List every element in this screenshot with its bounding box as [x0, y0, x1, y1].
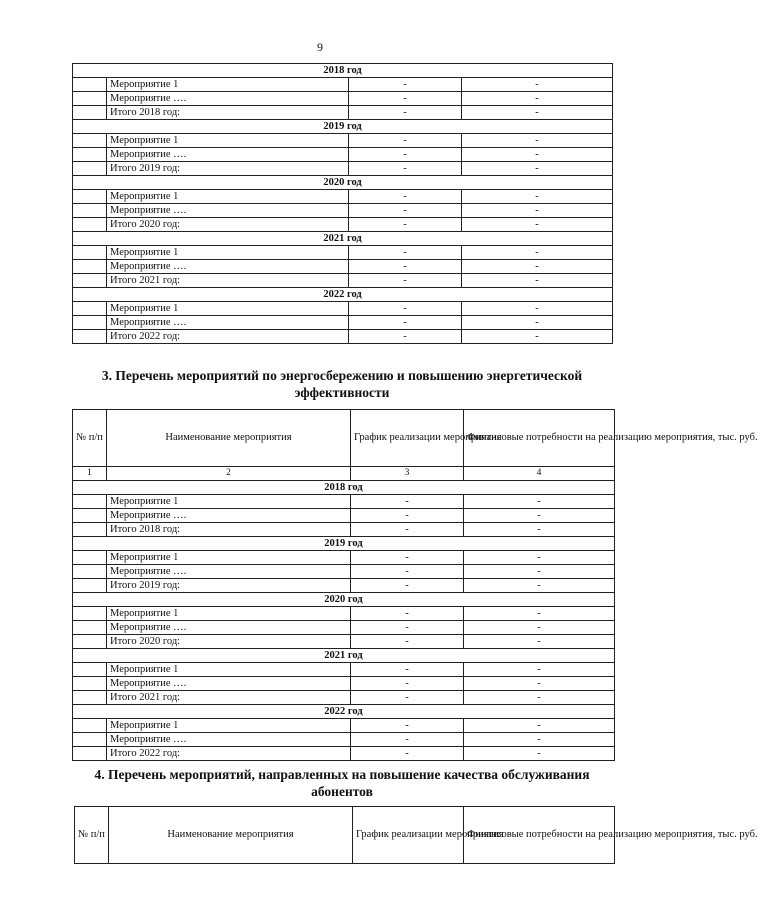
table-row	[73, 621, 615, 635]
schedule-cell: -	[349, 204, 462, 218]
activity-name: Мероприятие ….	[107, 148, 349, 162]
schedule-cell: -	[351, 733, 464, 747]
schedule-cell: -	[349, 274, 462, 288]
row-number-cell	[73, 747, 107, 761]
finance-cell: -	[462, 162, 613, 176]
table-row	[73, 92, 613, 106]
table-row	[73, 607, 615, 621]
finance-cell: -	[464, 523, 615, 537]
table-row	[73, 148, 613, 162]
year-header-row	[73, 120, 613, 134]
total-label: Итого 2022 год:	[107, 330, 349, 344]
year-label: 2018 год	[73, 64, 613, 78]
table-row	[73, 190, 613, 204]
schedule-cell: -	[351, 635, 464, 649]
header-finance: Финансовые потребности на реализацию мероприятия, тыс. руб.	[464, 410, 615, 467]
header-schedule: График реализации мероприятия	[351, 410, 464, 467]
total-label: Итого 2019 год:	[107, 579, 351, 593]
table-row	[73, 204, 613, 218]
table-row	[73, 260, 613, 274]
schedule-cell: -	[351, 579, 464, 593]
table-row	[73, 509, 615, 523]
schedule-cell: -	[351, 523, 464, 537]
table-section-3	[72, 409, 758, 761]
finance-cell: -	[462, 274, 613, 288]
row-number-cell	[73, 148, 107, 162]
total-label: Итого 2018 год:	[107, 106, 349, 120]
schedule-cell: -	[349, 246, 462, 260]
table-section-4	[74, 806, 758, 864]
header-finance: Финансовые потребности на реализацию мероприятия, тыс. руб.	[464, 807, 615, 864]
header-name: Наименование мероприятия	[107, 410, 351, 467]
row-number-cell	[73, 330, 107, 344]
activity-name: Мероприятие 1	[107, 607, 351, 621]
activity-name: Мероприятие ….	[107, 565, 351, 579]
finance-cell: -	[464, 747, 615, 761]
row-number-cell	[73, 691, 107, 705]
year-label: 2021 год	[73, 232, 613, 246]
row-number-cell	[73, 663, 107, 677]
schedule-cell: -	[349, 148, 462, 162]
section-4-title: 4. Перечень мероприятий, направленных на повышение качества обслуживания абонентов	[94, 767, 590, 799]
total-row	[73, 691, 615, 705]
total-label: Итого 2022 год:	[107, 747, 351, 761]
year-label: 2020 год	[73, 176, 613, 190]
schedule-cell: -	[349, 316, 462, 330]
section-3-title: 3. Перечень мероприятий по энергосбережению и повышению энергетической эффективности	[101, 368, 583, 400]
finance-cell: -	[464, 551, 615, 565]
table-row	[73, 302, 613, 316]
finance-cell: -	[464, 691, 615, 705]
row-number-cell	[73, 509, 107, 523]
row-number-cell	[73, 523, 107, 537]
table-row	[73, 134, 613, 148]
year-header-row	[73, 537, 615, 551]
header-num: № п/п	[73, 410, 107, 467]
year-header-row	[73, 288, 613, 302]
finance-cell: -	[464, 621, 615, 635]
finance-cell: -	[462, 78, 613, 92]
activity-name: Мероприятие 1	[107, 78, 349, 92]
row-number-cell	[73, 204, 107, 218]
finance-cell: -	[464, 733, 615, 747]
row-number-cell	[73, 551, 107, 565]
schedule-cell: -	[351, 607, 464, 621]
total-row	[73, 579, 615, 593]
total-row	[73, 523, 615, 537]
year-label: 2019 год	[73, 537, 615, 551]
finance-cell: -	[462, 134, 613, 148]
header-name: Наименование мероприятия	[109, 807, 353, 864]
activity-name: Мероприятие ….	[107, 316, 349, 330]
total-row	[73, 635, 615, 649]
row-number-cell	[73, 218, 107, 232]
row-number-cell	[73, 579, 107, 593]
row-number-cell	[73, 78, 107, 92]
table-row	[73, 551, 615, 565]
finance-cell: -	[462, 148, 613, 162]
total-label: Итого 2021 год:	[107, 691, 351, 705]
finance-cell: -	[464, 509, 615, 523]
finance-cell: -	[462, 106, 613, 120]
year-header-row	[73, 232, 613, 246]
finance-cell: -	[464, 579, 615, 593]
table-row	[73, 495, 615, 509]
finance-cell: -	[464, 565, 615, 579]
total-label: Итого 2021 год:	[107, 274, 349, 288]
table-header-row	[75, 807, 615, 864]
header-num: № п/п	[75, 807, 109, 864]
activity-name: Мероприятие 1	[107, 495, 351, 509]
total-row	[73, 747, 615, 761]
schedule-cell: -	[349, 78, 462, 92]
table-row	[73, 565, 615, 579]
row-number-cell	[73, 495, 107, 509]
schedule-cell: -	[349, 330, 462, 344]
schedule-cell: -	[349, 162, 462, 176]
column-number: 4	[464, 467, 615, 481]
finance-cell: -	[462, 92, 613, 106]
finance-cell: -	[462, 316, 613, 330]
total-label: Итого 2019 год:	[107, 162, 349, 176]
total-row	[73, 162, 613, 176]
row-number-cell	[73, 677, 107, 691]
activity-name: Мероприятие 1	[107, 246, 349, 260]
row-number-cell	[73, 607, 107, 621]
finance-cell: -	[464, 495, 615, 509]
table-row	[73, 719, 615, 733]
activity-name: Мероприятие ….	[107, 509, 351, 523]
row-number-cell	[73, 162, 107, 176]
row-number-cell	[73, 621, 107, 635]
activity-name: Мероприятие ….	[107, 260, 349, 274]
table-row	[73, 733, 615, 747]
total-row	[73, 106, 613, 120]
finance-cell: -	[462, 302, 613, 316]
total-label: Итого 2020 год:	[107, 635, 351, 649]
row-number-cell	[73, 92, 107, 106]
finance-cell: -	[462, 260, 613, 274]
schedule-cell: -	[351, 565, 464, 579]
table-header-row	[73, 410, 615, 467]
year-label: 2020 год	[73, 593, 615, 607]
schedule-cell: -	[351, 663, 464, 677]
schedule-cell: -	[351, 551, 464, 565]
table-section-2-continued	[72, 63, 613, 344]
row-number-cell	[73, 190, 107, 204]
schedule-cell: -	[349, 106, 462, 120]
row-number-cell	[73, 635, 107, 649]
year-label: 2018 год	[73, 481, 615, 495]
activity-name: Мероприятие ….	[107, 92, 349, 106]
activity-name: Мероприятие ….	[107, 204, 349, 218]
finance-cell: -	[464, 719, 615, 733]
column-number-row	[73, 467, 615, 481]
year-label: 2019 год	[73, 120, 613, 134]
activity-name: Мероприятие ….	[107, 621, 351, 635]
activity-name: Мероприятие 1	[107, 134, 349, 148]
finance-cell: -	[464, 607, 615, 621]
table-row	[73, 246, 613, 260]
schedule-cell: -	[351, 621, 464, 635]
year-label: 2021 год	[73, 649, 615, 663]
schedule-cell: -	[349, 260, 462, 274]
activity-name: Мероприятие 1	[107, 719, 351, 733]
row-number-cell	[73, 302, 107, 316]
row-number-cell	[73, 134, 107, 148]
schedule-cell: -	[349, 92, 462, 106]
row-number-cell	[73, 733, 107, 747]
table-row	[73, 316, 613, 330]
schedule-cell: -	[351, 747, 464, 761]
row-number-cell	[73, 246, 107, 260]
total-row	[73, 330, 613, 344]
activity-name: Мероприятие 1	[107, 663, 351, 677]
year-header-row	[73, 649, 615, 663]
schedule-cell: -	[351, 719, 464, 733]
row-number-cell	[73, 316, 107, 330]
year-header-row	[73, 705, 615, 719]
total-row	[73, 274, 613, 288]
finance-cell: -	[464, 635, 615, 649]
finance-cell: -	[462, 204, 613, 218]
total-label: Итого 2020 год:	[107, 218, 349, 232]
activity-name: Мероприятие 1	[107, 551, 351, 565]
activity-name: Мероприятие 1	[107, 302, 349, 316]
year-label: 2022 год	[73, 705, 615, 719]
finance-cell: -	[462, 218, 613, 232]
column-number: 1	[73, 467, 107, 481]
year-label: 2022 год	[73, 288, 613, 302]
row-number-cell	[73, 274, 107, 288]
year-header-row	[73, 481, 615, 495]
schedule-cell: -	[351, 677, 464, 691]
row-number-cell	[73, 106, 107, 120]
row-number-cell	[73, 565, 107, 579]
table-row	[73, 677, 615, 691]
finance-cell: -	[462, 330, 613, 344]
schedule-cell: -	[349, 218, 462, 232]
column-number: 2	[107, 467, 351, 481]
activity-name: Мероприятие ….	[107, 733, 351, 747]
finance-cell: -	[464, 677, 615, 691]
year-header-row	[73, 64, 613, 78]
schedule-cell: -	[351, 691, 464, 705]
year-header-row	[73, 176, 613, 190]
page-number: 9	[317, 40, 323, 54]
row-number-cell	[73, 719, 107, 733]
total-row	[73, 218, 613, 232]
schedule-cell: -	[351, 495, 464, 509]
year-header-row	[73, 593, 615, 607]
schedule-cell: -	[349, 134, 462, 148]
finance-cell: -	[464, 663, 615, 677]
table-row	[73, 78, 613, 92]
activity-name: Мероприятие 1	[107, 190, 349, 204]
finance-cell: -	[462, 246, 613, 260]
row-number-cell	[73, 260, 107, 274]
table-row	[73, 663, 615, 677]
finance-cell: -	[462, 190, 613, 204]
column-number: 3	[351, 467, 464, 481]
schedule-cell: -	[349, 302, 462, 316]
total-label: Итого 2018 год:	[107, 523, 351, 537]
header-schedule: График реализации мероприятия	[353, 807, 464, 864]
schedule-cell: -	[351, 509, 464, 523]
activity-name: Мероприятие ….	[107, 677, 351, 691]
schedule-cell: -	[349, 190, 462, 204]
